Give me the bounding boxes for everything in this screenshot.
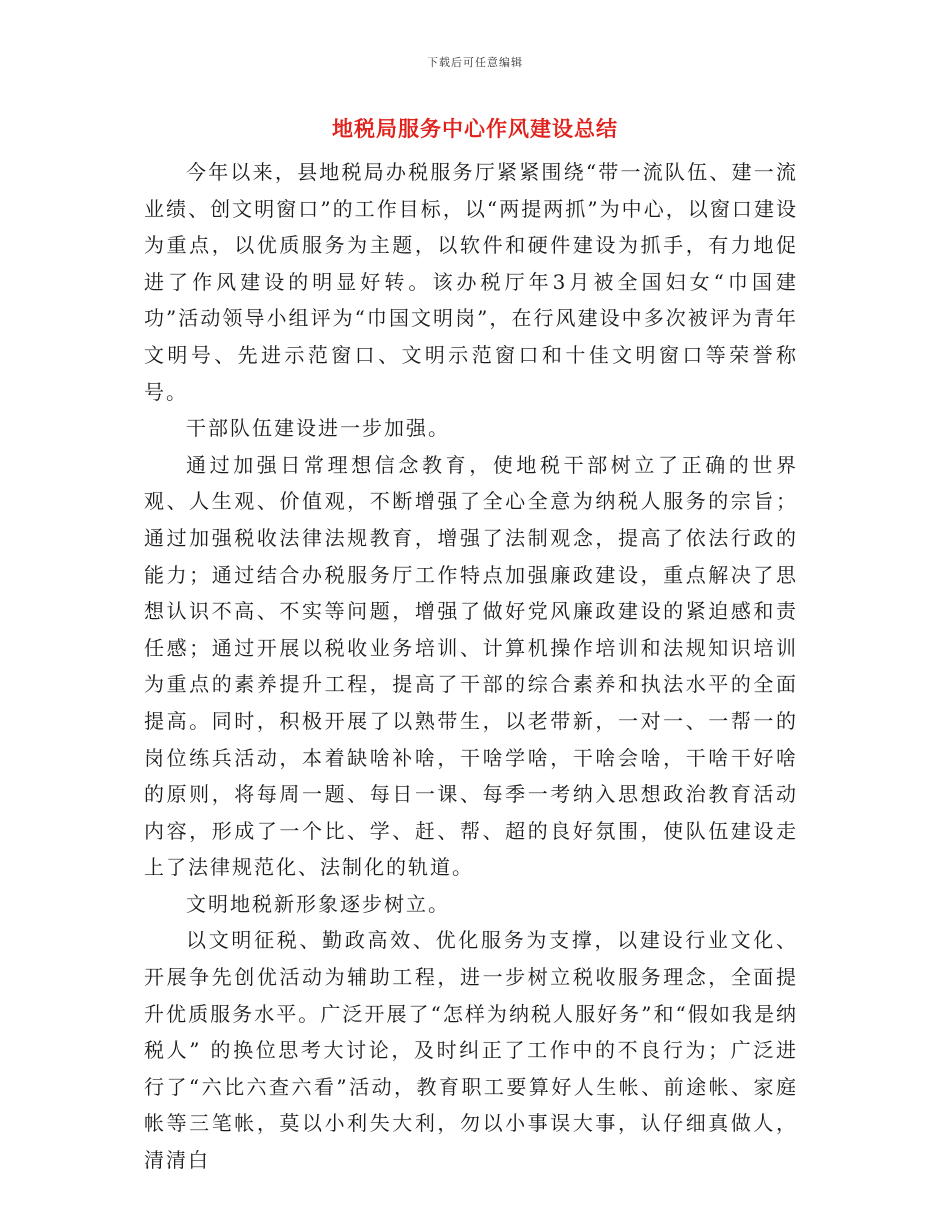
paragraph: 以文明征税、勤政高效、优化服务为支撑，以建设行业文化、开展争先创优活动为辅助工程，进一步树立税收服务理念，全面提升优质服务水平。广泛开展了“怎样为纳税人服好务”和“假如我是纳税人” 的换位思考大讨论，及时纠正了工作中的不良行为；广泛进行了“六比六查六看”活动，教育职工要算好人生帐、前途帐、家庭帐等三笔帐，莫以小利失大利，勿以小事误大事，认仔细真做人，清清白 (144, 928, 798, 1173)
paragraph: 通过加强日常理想信念教育，使地税干部树立了正确的世界观、人生观、价值观，不断增强了全心全意为纳税人服务的宗旨；通过加强税收法律法规教育，增强了法制观念，提高了依法行政的能力；通过结合办税服务厅工作特点加强廉政建设，重点解决了思想认识不高、不实等问题，增强了做好党风廉政建设的紧迫感和责任感；通过开展以税收业务培训、计算机操作培训和法规知识培训为重点的素养提升工程，提高了干部的综合素养和执法水平的全面提高。同时，积极开展了以熟带生，以老带新，一对一、一帮一的岗位练兵活动，本着缺啥补啥，干啥学啥，干啥会啥，干啥干好啥的原则，将每周一题、每日一课、每季一考纳入思想政治教育活动内容，形成了一个比、学、赶、帮、超的良好氛围，使队伍建设走上了法律规范化、法制化的轨道。 (144, 452, 798, 880)
document-body (144, 154, 798, 1179)
header-note: 下载后可任意编辑 (427, 56, 523, 69)
section-heading: 文明地税新形象逐步树立。 (186, 891, 450, 916)
section-heading: 干部队伍建设进一步加强。 (186, 416, 450, 441)
document-title: 地税局服务中心作风建设总结 (332, 117, 618, 141)
paragraph: 今年以来，县地税局办税服务厅紧紧围绕“带一流队伍、建一流业绩、创文明窗口”的工作目标，以“两提两抓”为中心，以窗口建设为重点，以优质服务为主题，以软件和硬件建设为抓手，有力地促进了作风建设的明显好转。该办税厅年3月被全国妇女“巾国建功”活动领导小组评为“巾国文明岗”，在行风建设中多次被评为青年文明号、先进示范窗口、文明示范窗口和十佳文明窗口等荣誉称号。 (144, 160, 798, 404)
